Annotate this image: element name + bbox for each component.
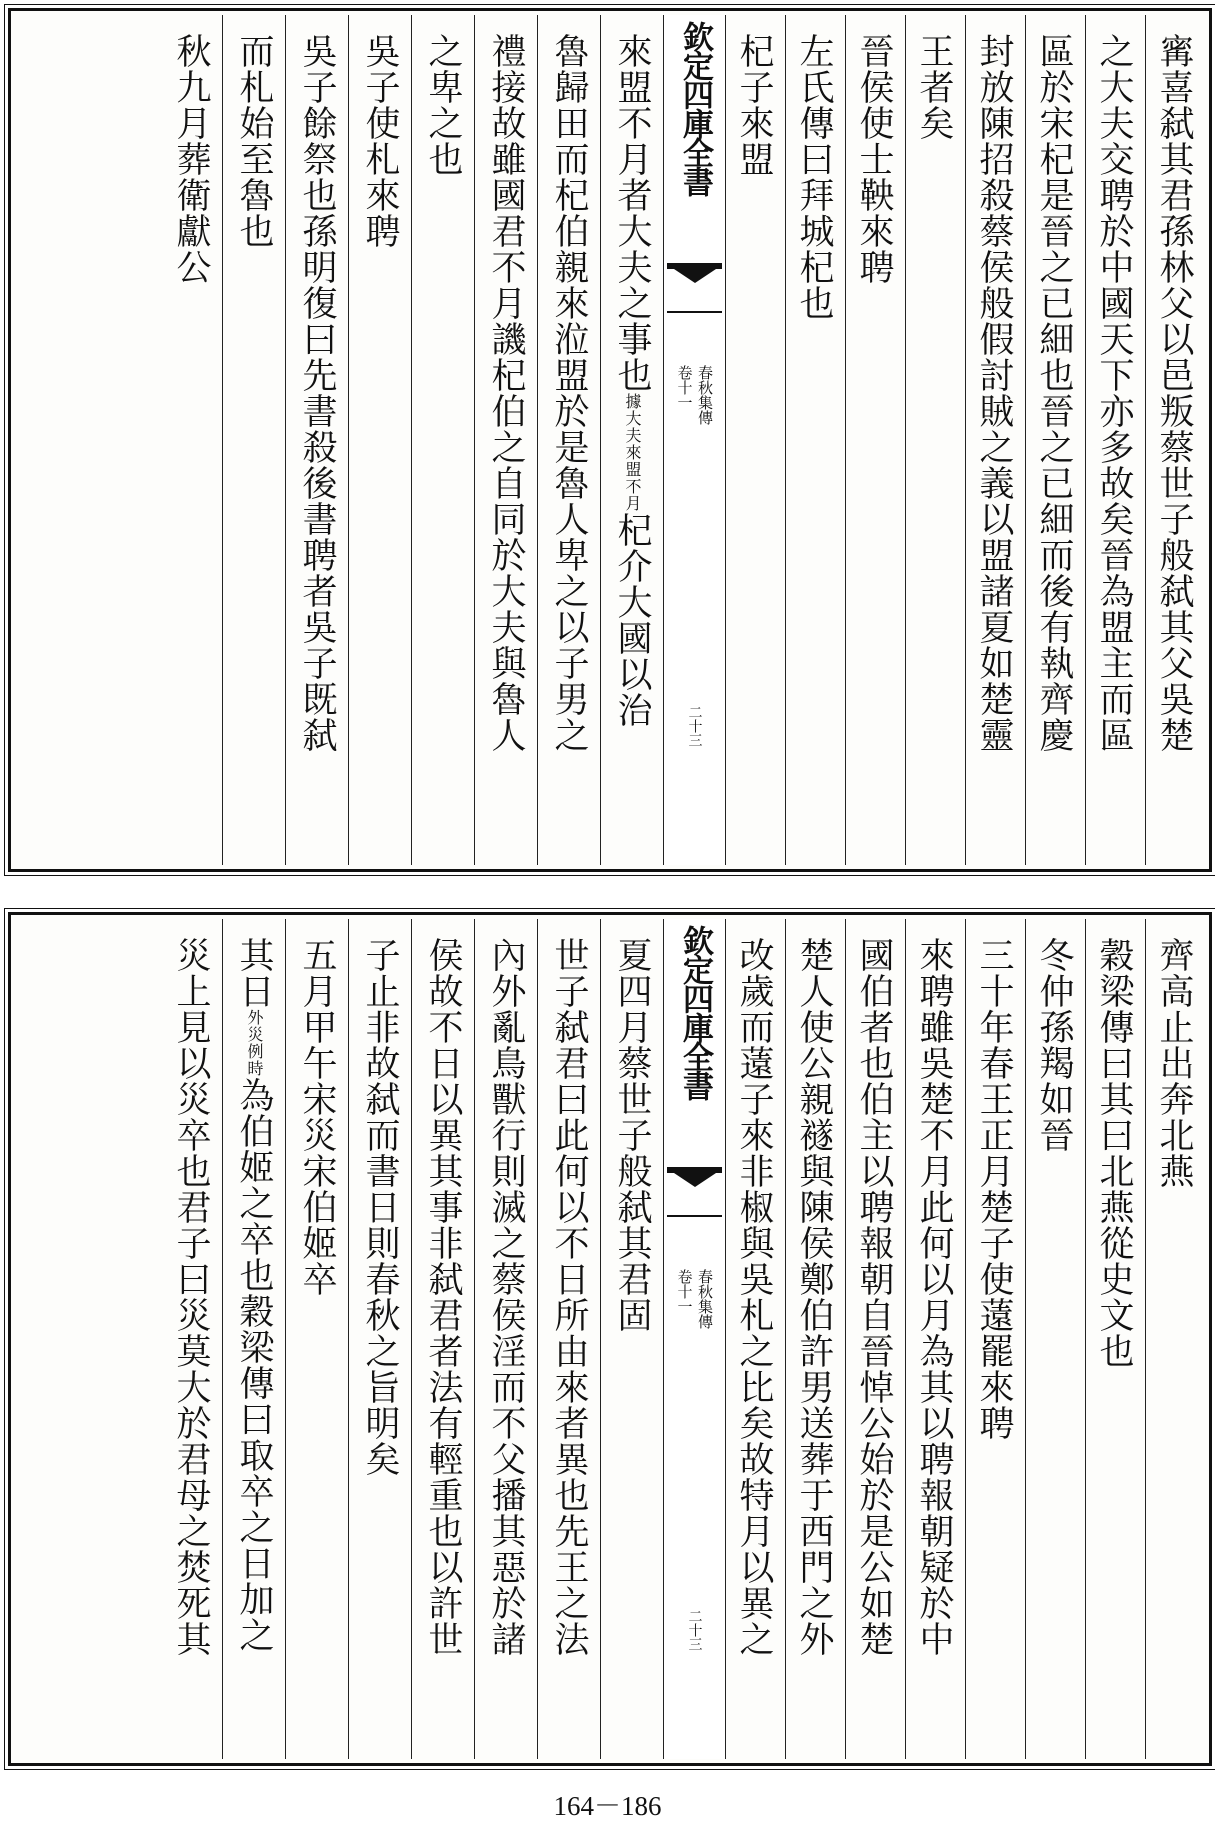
column-text: 吳子使札來聘 (360, 33, 400, 249)
text-column (474, 15, 537, 865)
gutter-info (664, 1269, 725, 1329)
text-column (1025, 919, 1085, 1759)
top-page (8, 8, 1212, 872)
bottom-page (8, 912, 1212, 1766)
column-text: 穀梁傳曰其曰北燕從史文也 (1094, 937, 1134, 1369)
note-line: 盟不月 (623, 461, 642, 512)
text-column (348, 15, 411, 865)
main-text: 杞介大國以治 (612, 512, 652, 728)
note-line: 外災 (245, 1009, 264, 1043)
text-column (1085, 15, 1145, 865)
text-column (965, 919, 1025, 1759)
column-text: 來聘雖吳楚不月此何以月為其以聘報朝疑於中 (914, 937, 954, 1657)
column-text: 世子弑君曰此何以不日所由來者異也先王之法 (549, 937, 589, 1657)
text-column (222, 919, 285, 1759)
text-column (474, 919, 537, 1759)
note-line: 據大夫來 (623, 393, 642, 461)
note-line: 例時 (245, 1043, 264, 1077)
column-text: 寗喜弑其君孫林父以邑叛蔡世子般弑其父吳楚 (1154, 33, 1194, 753)
text-column (1145, 919, 1205, 1759)
column-text: 吳子餘祭也孫明復曰先書殺後書聘者吳子既弑 (297, 33, 337, 753)
column-text: 之卑之也 (423, 33, 463, 177)
text-column (348, 919, 411, 1759)
text-column (600, 919, 663, 1759)
column-text: 楚人使公親襚與陳侯鄭伯許男送葬于西門之外 (794, 937, 834, 1657)
gutter-page-number: 二十三 (686, 1609, 703, 1651)
column-text: 封放陳招殺蔡侯般假討賊之義以盟諸夏如楚靈 (974, 33, 1014, 753)
text-column (411, 919, 474, 1759)
column-text: 王者矣 (914, 33, 954, 141)
text-column (537, 919, 600, 1759)
text-column (1025, 15, 1085, 865)
text-column (1085, 919, 1145, 1759)
gutter-work: 春秋集傳 (696, 365, 714, 425)
text-column (411, 15, 474, 865)
text-column (537, 15, 600, 865)
column-text: 晉侯使士鞅來聘 (854, 33, 894, 285)
column-text: 杞子來盟 (734, 33, 774, 177)
column-text: 三十年春王正月楚子使薳罷來聘 (974, 937, 1014, 1441)
column-text: 災上見以災卒也君子曰災莫大於君母之焚死其 (171, 937, 211, 1657)
text-column (785, 15, 845, 865)
text-column (159, 15, 222, 865)
column-text: 左氏傳曰拜城杞也 (794, 33, 834, 321)
top-columns (15, 15, 1205, 865)
gutter-page-number: 二十三 (686, 705, 703, 747)
gutter-info (664, 365, 725, 425)
fishtail-ornament (667, 1167, 722, 1217)
main-text: 其日 (234, 937, 274, 1009)
main-text: 為伯姬之卒也穀梁傳曰取卒之日加之 (234, 1077, 274, 1653)
column-text: 五月甲午宋災宋伯姬卒 (297, 937, 337, 1297)
text-column (725, 919, 785, 1759)
column-text: 禮接故雖國君不月譏杞伯之自同於大夫與魯人 (486, 33, 526, 753)
fishtail-ornament (667, 263, 722, 313)
book-title: 欽定四庫全書 (677, 21, 713, 195)
center-gutter (663, 919, 725, 1759)
column-text (601, 33, 663, 728)
column-text: 內外亂鳥獸行則滅之蔡侯淫而不父播其惡於諸 (486, 937, 526, 1657)
interlinear-note (223, 1009, 285, 1077)
column-text: 改歲而薳子來非椒與吳札之比矣故特月以異之 (734, 937, 774, 1657)
text-column (845, 919, 905, 1759)
text-column (159, 919, 222, 1759)
column-text: 子止非故弑而書日則春秋之旨明矣 (360, 937, 400, 1477)
main-text: 來盟不月者大夫之事也 (612, 33, 652, 393)
text-column (785, 919, 845, 1759)
column-text: 冬仲孫羯如晉 (1034, 937, 1074, 1153)
column-text (223, 937, 285, 1653)
text-column (845, 15, 905, 865)
column-text: 區於宋杞是晉之已細也晉之已細而後有執齊慶 (1034, 33, 1074, 753)
column-text: 侯故不日以異其事非弑君者法有輕重也以許世 (423, 937, 463, 1657)
column-text: 夏四月蔡世子般弑其君固 (612, 937, 652, 1333)
column-text: 齊高止出奔北燕 (1154, 937, 1194, 1189)
column-text: 之大夫交聘於中國天下亦多故矣晉為盟主而區 (1094, 33, 1134, 753)
column-text: 國伯者也伯主以聘報朝自晉悼公始於是公如楚 (854, 937, 894, 1657)
bottom-columns (15, 919, 1205, 1759)
column-text: 魯歸田而杞伯親來涖盟於是魯人卑之以子男之 (549, 33, 589, 753)
text-column (905, 15, 965, 865)
text-column (600, 15, 663, 865)
gutter-work: 春秋集傳 (696, 1269, 714, 1329)
center-gutter (663, 15, 725, 865)
folio-number: 164－186 (553, 1791, 662, 1821)
text-column (905, 919, 965, 1759)
text-column (965, 15, 1025, 865)
gutter-volume: 卷十一 (675, 1269, 694, 1314)
text-column (1145, 15, 1205, 865)
text-column (725, 15, 785, 865)
gutter-volume: 卷十一 (675, 365, 694, 410)
column-text: 秋九月葬衛獻公 (171, 33, 211, 285)
text-column (285, 15, 348, 865)
text-column (222, 15, 285, 865)
column-text: 而札始至魯也 (234, 33, 274, 249)
interlinear-note (601, 393, 663, 512)
book-title: 欽定四庫全書 (677, 925, 713, 1099)
text-column (285, 919, 348, 1759)
